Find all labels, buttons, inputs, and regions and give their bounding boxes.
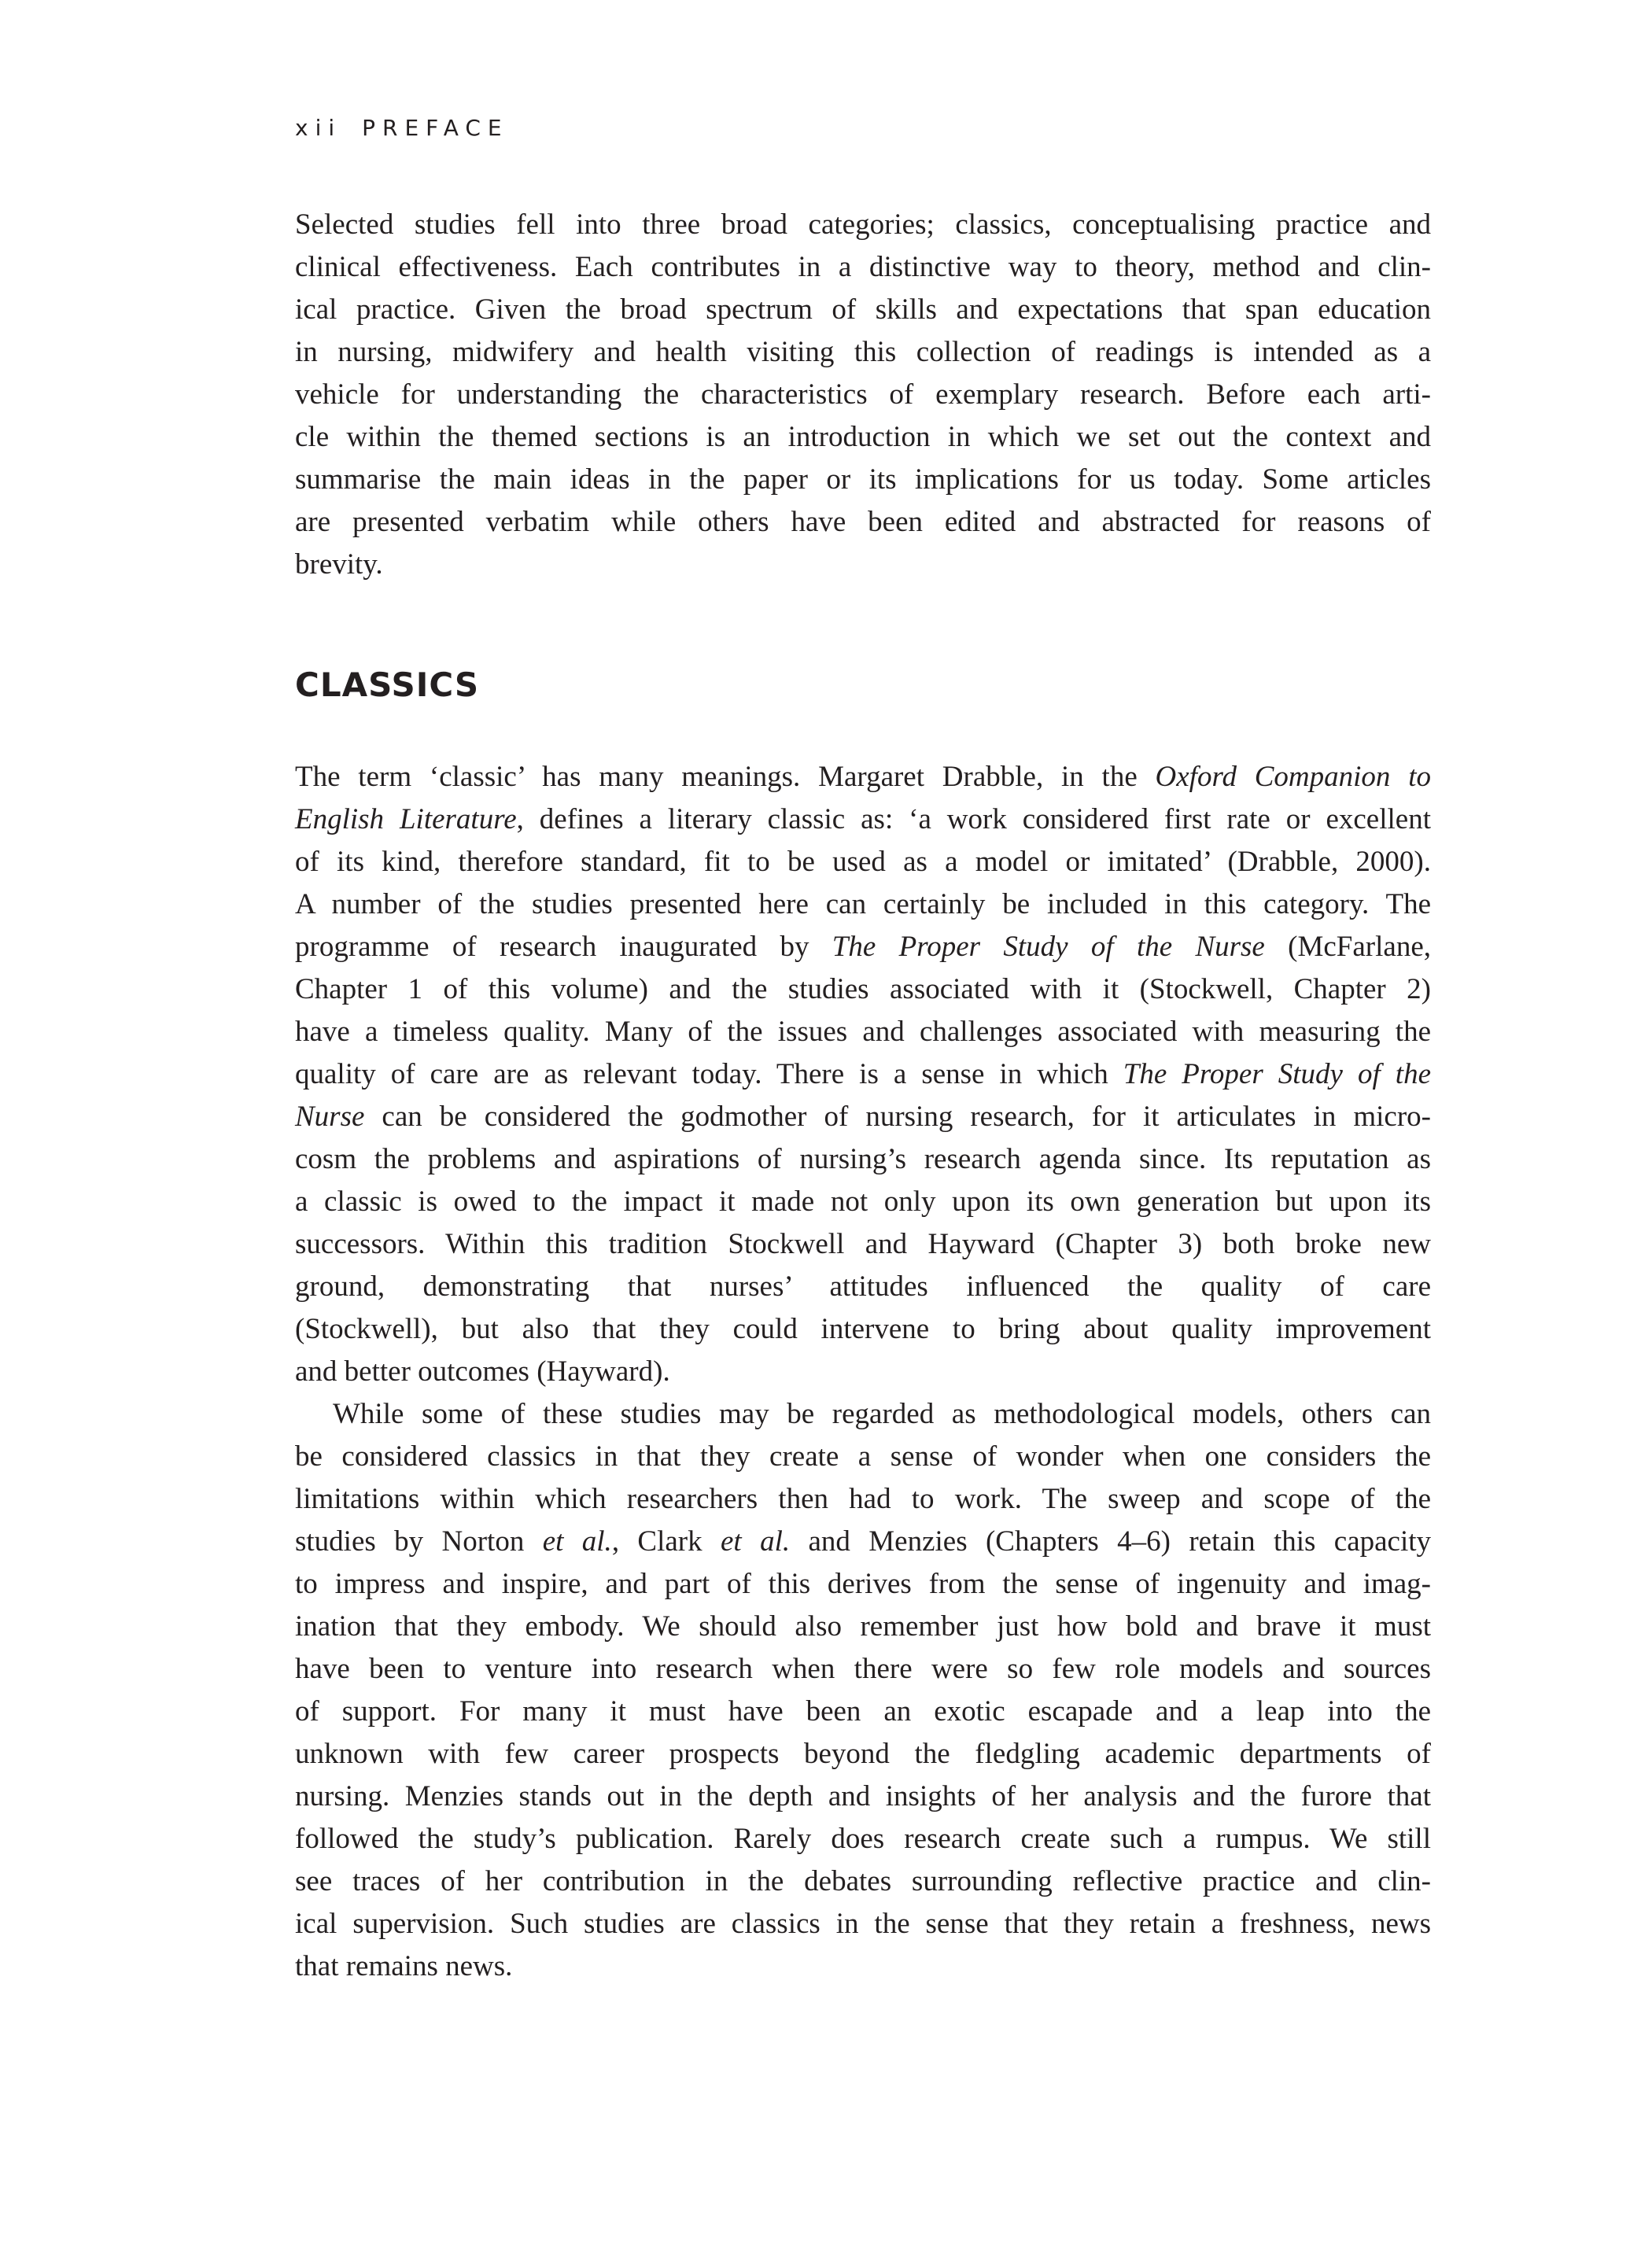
text-segment: ical practice. Given the broad spectrum of skills and expectations that span education bbox=[295, 293, 1431, 326]
text-segment: limitations within which researchers then had to work. The sweep and scope of the bbox=[295, 1483, 1431, 1515]
body-paragraph bbox=[295, 1393, 1431, 1988]
section-heading: CLASSICS bbox=[295, 666, 480, 704]
text-segment: studies by Norton bbox=[295, 1525, 543, 1558]
text-line bbox=[295, 883, 1431, 926]
text-line bbox=[295, 1691, 1431, 1733]
text-segment: (Stockwell), but also that they could intervene to bring about quality improvement bbox=[295, 1313, 1431, 1345]
text-segment: (McFarlane, bbox=[1264, 931, 1432, 963]
text-segment: Chapter 1 of this volume) and the studies associated with it (Stockwell, Chapter 2) bbox=[295, 973, 1431, 1005]
text-segment: can be considered the godmother of nursing research, for it articulates in micro- bbox=[364, 1101, 1431, 1133]
text-segment: of its kind, therefore standard, fit to be used as a model or imitated’ (Drabble, 2000). bbox=[295, 846, 1431, 878]
text-line bbox=[295, 1181, 1431, 1223]
text-line bbox=[295, 544, 1431, 586]
text-line bbox=[295, 331, 1431, 374]
italic-text: Oxford Companion to bbox=[1155, 761, 1431, 793]
text-segment: see traces of her contribution in the debates surrounding reflective practice and clin- bbox=[295, 1865, 1431, 1897]
text-segment: brevity. bbox=[295, 548, 383, 581]
text-segment: A number of the studies presented here can certainly be included in this category. The bbox=[295, 888, 1431, 920]
text-line bbox=[295, 1351, 1431, 1393]
text-line bbox=[295, 968, 1431, 1011]
text-line bbox=[295, 1733, 1431, 1776]
text-segment: of support. For many it must have been an exotic escapade and a leap into the bbox=[295, 1695, 1431, 1728]
text-line bbox=[295, 1903, 1431, 1945]
text-segment: While some of these studies may be regarded as methodological models, others can bbox=[333, 1398, 1431, 1430]
running-head-title: PREFACE bbox=[362, 115, 509, 141]
text-line bbox=[295, 756, 1431, 798]
text-segment: The term ‘classic’ has many meanings. Margaret Drabble, in the bbox=[295, 761, 1156, 793]
text-line bbox=[295, 289, 1431, 331]
text-line bbox=[295, 1563, 1431, 1606]
text-segment: be considered classics in that they create a sense of wonder when one considers the bbox=[295, 1440, 1431, 1473]
text-segment: cosm the problems and aspirations of nursing’s research agenda since. Its reputation as bbox=[295, 1143, 1431, 1175]
text-segment: quality of care are as relevant today. There is a sense in which bbox=[295, 1058, 1123, 1090]
text-line bbox=[295, 1521, 1431, 1563]
intro-paragraph bbox=[295, 204, 1431, 586]
italic-text: English Literature bbox=[295, 803, 517, 835]
italic-text: Nurse bbox=[295, 1101, 365, 1133]
text-segment: a classic is owed to the impact it made not only upon its own generation but upon its bbox=[295, 1186, 1431, 1218]
text-segment: in nursing, midwifery and health visiting this collection of readings is intended as a bbox=[295, 336, 1431, 368]
text-line bbox=[295, 1436, 1431, 1478]
text-line bbox=[295, 1138, 1431, 1181]
italic-text: The Proper Study of the Nurse bbox=[832, 931, 1265, 963]
running-head bbox=[295, 115, 509, 141]
text-segment: Selected studies fell into three broad categories; classics, conceptualising practice and bbox=[295, 208, 1431, 241]
text-line bbox=[295, 841, 1431, 883]
text-line bbox=[295, 416, 1431, 459]
body-paragraph bbox=[295, 756, 1431, 1393]
italic-text: The Proper Study of the bbox=[1123, 1058, 1431, 1090]
text-segment: and better outcomes (Hayward). bbox=[295, 1355, 670, 1388]
text-segment: are presented verbatim while others have been edited and abstracted for reasons of bbox=[295, 506, 1431, 538]
text-segment: nursing. Menzies stands out in the depth and insights of her analysis and the furore that bbox=[295, 1780, 1431, 1812]
text-line bbox=[295, 1818, 1431, 1860]
text-segment: ination that they embody. We should also remember just how bold and brave it must bbox=[295, 1610, 1431, 1643]
text-line bbox=[295, 459, 1431, 501]
text-line bbox=[295, 1648, 1431, 1691]
text-line bbox=[295, 1223, 1431, 1266]
text-line bbox=[295, 1393, 1431, 1436]
text-segment: followed the study’s publication. Rarely does research create such a rumpus. We still bbox=[295, 1823, 1431, 1855]
text-line bbox=[295, 1606, 1431, 1648]
text-segment: ical supervision. Such studies are classics in the sense that they retain a freshness, news bbox=[295, 1908, 1431, 1940]
text-line bbox=[295, 1776, 1431, 1818]
italic-text: et al. bbox=[721, 1525, 791, 1558]
text-segment: have a timeless quality. Many of the issues and challenges associated with measuring the bbox=[295, 1016, 1431, 1048]
text-line bbox=[295, 1266, 1431, 1308]
text-line bbox=[295, 1053, 1431, 1096]
text-line bbox=[295, 1860, 1431, 1903]
page-number: xii bbox=[295, 115, 342, 141]
text-segment: summarise the main ideas in the paper or its implications for us today. Some articles bbox=[295, 463, 1431, 496]
text-segment: , defines a literary classic as: ‘a work considered first rate or excellent bbox=[516, 803, 1431, 835]
text-line bbox=[295, 798, 1431, 841]
text-line bbox=[295, 926, 1431, 968]
text-line bbox=[295, 501, 1431, 544]
text-segment: that remains news. bbox=[295, 1950, 513, 1982]
text-line bbox=[295, 246, 1431, 289]
italic-text: et al. bbox=[542, 1525, 612, 1558]
text-line bbox=[295, 1308, 1431, 1351]
text-line bbox=[295, 374, 1431, 416]
text-segment: programme of research inaugurated by bbox=[295, 931, 832, 963]
text-segment: , Clark bbox=[611, 1525, 721, 1558]
text-segment: have been to venture into research when there were so few role models and sources bbox=[295, 1653, 1431, 1685]
text-segment: and Menzies (Chapters 4–6) retain this capacity bbox=[790, 1525, 1432, 1558]
text-line bbox=[295, 1096, 1431, 1138]
text-segment: vehicle for understanding the characteristics of exemplary research. Before each arti- bbox=[295, 378, 1431, 411]
text-segment: to impress and inspire, and part of this derives from the sense of ingenuity and imag- bbox=[295, 1568, 1431, 1600]
text-line bbox=[295, 1945, 1431, 1988]
text-line bbox=[295, 1478, 1431, 1521]
text-segment: successors. Within this tradition Stockwell and Hayward (Chapter 3) both broke new bbox=[295, 1228, 1431, 1260]
text-segment: cle within the themed sections is an introduction in which we set out the context and bbox=[295, 421, 1431, 453]
text-line bbox=[295, 204, 1431, 246]
text-segment: ground, demonstrating that nurses’ attitudes influenced the quality of care bbox=[295, 1270, 1431, 1303]
text-line bbox=[295, 1011, 1431, 1053]
text-segment: clinical effectiveness. Each contributes in a distinctive way to theory, method and clin- bbox=[295, 251, 1431, 283]
text-segment: unknown with few career prospects beyond the fledgling academic departments of bbox=[295, 1738, 1431, 1770]
